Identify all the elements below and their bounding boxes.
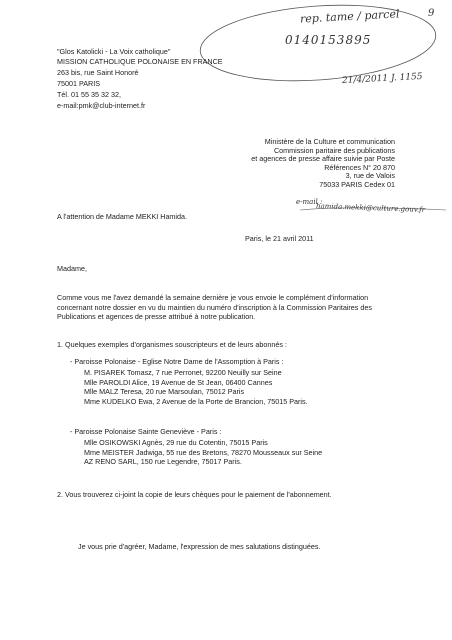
handwritten-page-number: 9 bbox=[428, 8, 435, 19]
intro-line: Comme vous me l'avez demandé la semaine dernière je vous envoie le complément d'information bbox=[57, 293, 369, 302]
parish1-title: - Paroisse Polonaise - Eglise Notre Dame de l'Assomption à Paris : bbox=[70, 357, 284, 366]
handwritten-date-reference: 21/4/2011 J. 1155 bbox=[341, 71, 423, 87]
salutation: Madame, bbox=[57, 264, 87, 273]
recipient-line: 75033 PARIS Cedex 01 bbox=[319, 179, 395, 189]
handwritten-phone: 0140153895 bbox=[285, 33, 372, 47]
sender-line: MISSION CATHOLIQUE POLONAISE EN FRANCE bbox=[57, 57, 223, 66]
parish1-list bbox=[84, 368, 308, 406]
handwritten-email: hamida.mekki@culture.gouv.fr bbox=[315, 202, 426, 214]
intro-line: Publications et agences de presse attribué à notre publication. bbox=[57, 312, 256, 322]
subscriber-entry: Mlle MALZ Teresa, 20 rue Marsoulan, 75012 Paris bbox=[84, 387, 245, 397]
recipient-line: et agences de presse affaire suivie par Poste bbox=[251, 154, 395, 164]
date-line: Paris, le 21 avril 2011 bbox=[245, 234, 314, 243]
parish2-list bbox=[84, 438, 322, 467]
subscriber-entry: AZ RENO SARL, 150 rue Legendre, 75017 Paris. bbox=[84, 457, 242, 467]
sender-line: e-mail:pmk@club-internet.fr bbox=[57, 101, 146, 110]
recipient-line: 3, rue de Valois bbox=[345, 171, 395, 181]
subscriber-entry: Mlle OSIKOWSKI Agnès, 29 rue du Cotentin, 75015 Paris bbox=[84, 438, 268, 447]
sender-line: "Glos Katolicki - La Voix catholique" bbox=[57, 47, 171, 56]
recipient-block bbox=[251, 138, 395, 190]
sender-line: 263 bis, rue Saint Honoré bbox=[57, 68, 139, 77]
sender-line: Tél. 01 55 35 32 32, bbox=[57, 90, 121, 99]
closing-line: Je vous prie d'agréer, Madame, l'expression de mes salutations distinguées. bbox=[78, 542, 321, 551]
intro-line: concernant notre dossier en vu du maintien du numéro d'inscription à la Commission Paritaires des bbox=[57, 302, 372, 312]
intro-paragraph bbox=[57, 293, 372, 322]
subscriber-entry: Mme MEISTER Jadwiga, 55 rue des Bretons, 78270 Mousseaux sur Seine bbox=[84, 447, 323, 457]
recipient-line: Commission paritaire des publications bbox=[273, 145, 395, 155]
recipient-line: Références N° 20 870 bbox=[324, 162, 395, 172]
subscriber-entry: Mlle PAROLDI Alice, 19 Avenue de St Jean, 06400 Cannes bbox=[84, 377, 273, 387]
attention-line: A l'attention de Madame MEKKI Hamida. bbox=[57, 212, 188, 221]
subscriber-entry: M. PISAREK Tomasz, 7 rue Perronet, 92200 Neuilly sur Seine bbox=[84, 368, 282, 377]
subscriber-entry: Mme KUDELKO Ewa, 2 Avenue de la Porte de Brancion, 75015 Paris. bbox=[84, 396, 308, 406]
item2-line: 2. Vous trouverez ci-joint la copie de leurs chèques pour le paiement de l'abonnement. bbox=[57, 490, 332, 499]
sender-line: 75001 PARIS bbox=[57, 79, 101, 88]
recipient-line: Ministère de la Culture et communication bbox=[264, 137, 395, 146]
item1-heading: 1. Quelques exemples d'organismes souscripteurs et de leurs abonnés : bbox=[57, 340, 287, 349]
handwritten-email-label: e-mail : bbox=[296, 198, 323, 206]
handwritten-note: rep. tame / parcel bbox=[299, 7, 400, 26]
parish2-title: - Paroisse Polonaise Sainte Geneviève - Paris : bbox=[70, 427, 222, 436]
